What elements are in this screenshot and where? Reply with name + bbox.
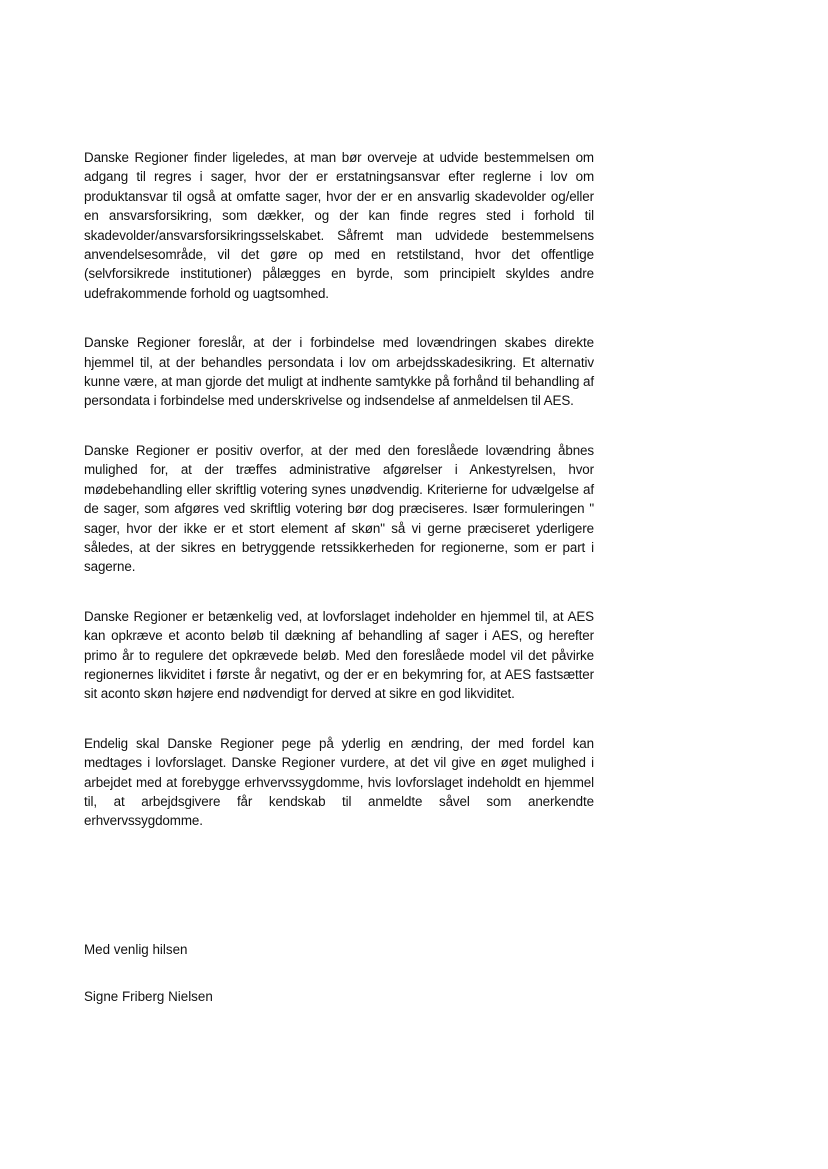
paragraph-ankestyrelsen: Danske Regioner er positiv overfor, at der med den foreslåede lovændring åbnes mulighed for, at der træffes administrative afgørelser i Ankestyrelsen, hvor mødebehandling eller skriftlig votering synes unødvendig. Kriterierne for udvælgelse af de sager, som afgøres ved skriftlig votering bør dog præciseres. Især formuleringen " sager, hvor der ikke er et stort element af skøn" så vi gerne præciseret yderligere således, at der sikres en betryggende retssikkerheden for regionerne, som er part i sagerne. (84, 442, 594, 575)
paragraph-persondata: Danske Regioner foreslår, at der i forbindelse med lovændringen skabes direkte hjemmel til, at der behandles persondata i lov om arbejdsskadesikring. Et alternativ kunne være, at man gjorde det muligt at indhente samtykke på forhånd til behandling af persondata i forbindelse med underskrivelse og indsendelse af anmeldelsen til AES. (84, 335, 594, 409)
letter-closing (84, 940, 594, 1035)
paragraph-erhvervssygdomme: Endelig skal Danske Regioner pege på yderlig en ændring, der med fordel kan medtages i lovforslaget. Danske Regioner vurdere, at det vil give en øget mulighed i arbejdet med at forebygge erhvervssygdomme, hvis lovforslaget indeholdt en hjemmel til, at arbejdsgivere får kendskab til anmeldte såvel som anerkendte erhvervssygdomme. (84, 735, 594, 829)
signature-name: Signe Friberg Nielsen (84, 989, 213, 1005)
paragraph-regres: Danske Regioner finder ligeledes, at man bør overveje at udvide bestemmelsen om adgang til regres i sager, hvor der er erstatningsansvar efter reglerne i lov om produktansvar til også at omfatte sager, hvor der er en ansvarlig skadevolder og/eller en ansvarsforsikring, som dækker, og der kan finde regres sted i forhold til skadevolder/ansvarsforsikringsselskabet. Såfremt man udvidede bestemmelsens anvendelsesområde, vil det gøre op med en retstilstand, hvor det offentlige (selvforsikrede institutioner) pålægges en byrde, som principielt skyldes andre udefrakommende forhold og uagtsomhed. (84, 150, 594, 301)
paragraph-aconto: Danske Regioner er betænkelig ved, at lovforslaget indeholder en hjemmel til, at AES kan opkræve et aconto beløb til dækning af behandling af sager i AES, og herefter primo år to regulere det opkrævede beløb. Med den foreslåede model vil det påvirke regionernes likviditet i første år negativt, og der er en bekymring for, at AES fastsætter sit aconto skøn højere end nødvendigt for derved at sikre en god likviditet. (84, 608, 594, 702)
closing-greeting: Med venlig hilsen (84, 942, 188, 957)
letter-body (84, 148, 594, 861)
